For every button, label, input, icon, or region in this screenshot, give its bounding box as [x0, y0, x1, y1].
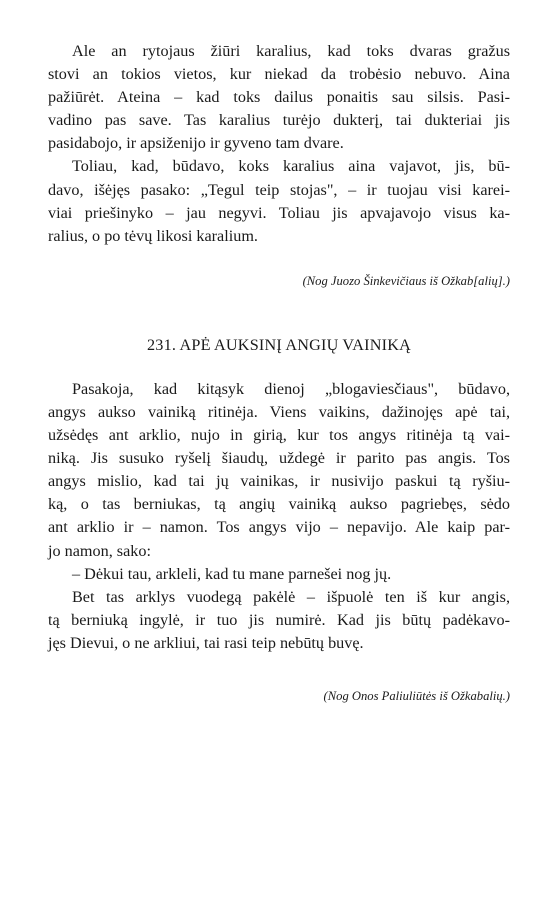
text-line: pažiūrėt. Ateina – kad toks dailus ponaitis sau silsis. Pasi-: [48, 88, 510, 107]
text-line: niką. Jis susuko ryšelį šiaudų, uždegė ir parito pas angis. Tos: [48, 449, 510, 468]
text-line: stovi an tokios vietos, kur niekad da trobėsio nebuvo. Aina: [48, 65, 510, 84]
text-line: užsėdęs ant arklio, nujo in girią, kur tos angys ritinėja tą vai-: [48, 426, 510, 445]
text-line: Pasakoja, kad kitąsyk dienoj „blogaviesčiaus", būdavo,: [72, 379, 510, 398]
paragraph: [48, 40, 510, 155]
paragraph: [48, 563, 510, 586]
text-line: Ale an rytojaus žiūri karalius, kad toks dvaras gražus: [72, 42, 510, 60]
text-line: pasidabojo, ir apsiženijo ir gyveno tam dvare.: [48, 134, 344, 153]
text-line: jo namon, sako:: [48, 541, 151, 560]
text-line: jęs Dievui, o ne arkliui, tai rasi teip nebūtų buvę.: [48, 633, 364, 652]
paragraph: [48, 586, 510, 655]
story-231: [48, 334, 510, 705]
text-line: angys mislio, kad tai jų vainikas, ir nusivijo paskui tą ryšiu-: [48, 472, 510, 491]
text-line: Toliau, kad, būdavo, koks karalius aina vajavot, jis, bū-: [72, 157, 510, 176]
text-line: davo, išėjęs pasako: „Tegul teip stojas", – ir tuojau visi karei-: [48, 180, 510, 199]
text-line: ralius, o po tėvų likosi karalium.: [48, 226, 258, 245]
paragraph: [48, 155, 510, 247]
text-line: – Dėkui tau, arkleli, kad tu mane parnešei nog jų.: [72, 564, 392, 583]
story-continuation: [48, 40, 510, 290]
paragraph: [48, 378, 510, 563]
text-line: tą berniuką ingylė, ir tuo jis numirė. Kad jis būtų padėkavo-: [48, 610, 510, 629]
story-source-note: (Nog Juozo Šinkevičiaus iš Ožkab[alių].): [302, 273, 510, 288]
text-line: viai priešinyko – jau negyvi. Toliau jis apvajavojo visus ka-: [48, 203, 510, 222]
story-title: 231. APĖ AUKSINĮ ANGIŲ VAINIKĄ: [147, 335, 411, 354]
text-line: ant arklio ir – namon. Tos angys vijo – nepavijo. Ale kaip par-: [48, 518, 510, 537]
story-source-note: (Nog Onos Paliuliūtės iš Ožkabalių.): [323, 688, 510, 703]
text-line: angys aukso vainiką ritinėja. Viens vaikins, dažinojęs apė tai,: [48, 402, 510, 421]
book-page: [48, 40, 510, 705]
text-line: Bet tas arklys vuodegą pakėlė – išpuolė ten iš kur angis,: [72, 587, 510, 606]
text-line: vadino pas save. Tas karalius turėjo dukterį, tai dukteriai jis: [48, 111, 510, 130]
text-line: ką, o tas berniukas, tą angių vainiką aukso pagriebęs, sėdo: [48, 495, 510, 514]
